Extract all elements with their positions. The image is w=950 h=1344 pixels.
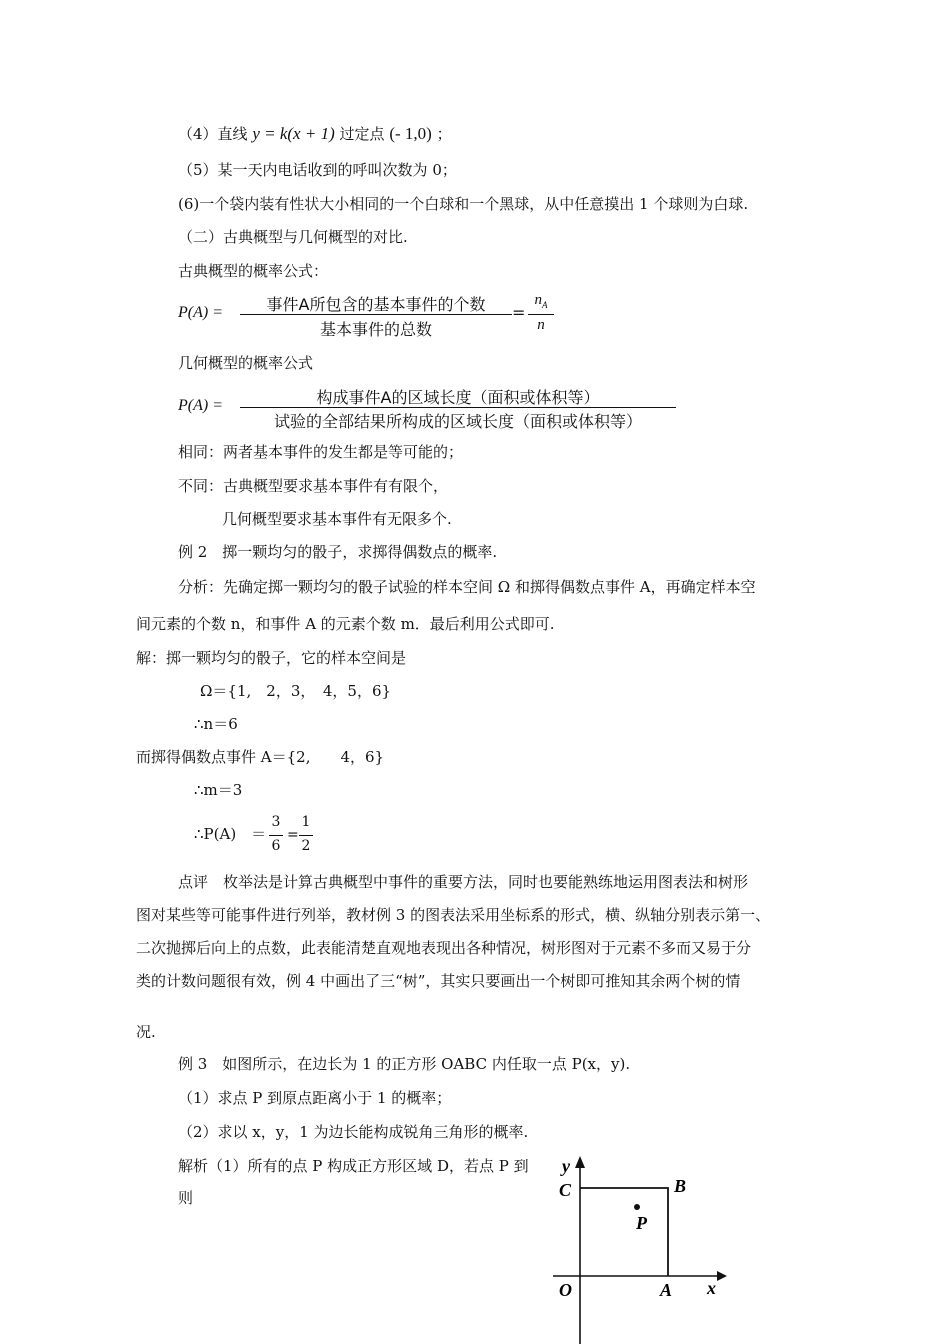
vertex-a-label: A xyxy=(660,1280,673,1300)
item-4-end: ； xyxy=(436,125,452,143)
section-2-heading: （二）古典概型与几何概型的对比. xyxy=(178,228,408,246)
y-axis-label: y xyxy=(562,1156,570,1176)
classic-fraction-short xyxy=(528,292,554,340)
x-axis-label: x xyxy=(707,1278,716,1298)
solution-3-line-2: 则 xyxy=(178,1189,194,1207)
item-4-label: （4）直线 xyxy=(178,125,248,143)
example-2-title: 例 2 掷一颗均匀的骰子，求掷得偶数点的概率. xyxy=(178,543,498,561)
square-outline xyxy=(580,1188,668,1276)
analysis-line-1: 分析：先确定掷一颗均匀的骰子试验的样本空间 Ω 和掷得偶数点事件 A，再确定样本空 xyxy=(178,578,756,596)
classic-denominator: 基本事件的总数 xyxy=(319,320,432,339)
review-line-5: 况. xyxy=(136,1023,156,1041)
sample-space: Ω＝{1, 2，3， 4，5，6} xyxy=(200,682,392,700)
item-6-line: (6)一个袋内装有性状大小相同的一个白球和一个黑球，从中任意摸出 1 个球则为白球. xyxy=(178,195,749,213)
classic-formula-title: 古典概型的概率公式： xyxy=(178,262,329,280)
fraction-bar xyxy=(240,314,512,315)
x-axis-arrow-icon xyxy=(717,1271,727,1281)
classic-numerator: 事件A所包含的基本事件的个数 xyxy=(266,295,486,314)
fraction-bar xyxy=(528,314,554,315)
same-line: 相同：两者基本事件的发生都是等可能的； xyxy=(178,443,464,461)
question-1: （1）求点 P 到原点距离小于 1 的概率； xyxy=(178,1089,452,1107)
numerator-3: 3 xyxy=(271,814,281,830)
geo-formula-lhs: P(A) = xyxy=(178,397,223,414)
review-line-2: 图对某些等可能事件进行列举，教材例 3 的图表法采用坐标系的形式，横、纵轴分别表示第一、 xyxy=(136,906,771,924)
item-4-mid: 过定点 xyxy=(339,125,385,143)
denominator-6: 6 xyxy=(271,838,281,854)
classic-fraction xyxy=(240,292,512,340)
analysis-line-2: 间元素的个数 n，和事件 A 的元素个数 m．最后利用公式即可. xyxy=(136,615,555,633)
square-figure xyxy=(545,1150,735,1344)
example-3-title: 例 3 如图所示，在边长为 1 的正方形 OABC 内任取一点 P(x，y). xyxy=(178,1055,631,1073)
fraction-bar xyxy=(299,835,313,836)
geo-denominator: 试验的全部结果所构成的区域长度（面积或体积等） xyxy=(273,412,642,431)
fraction-1-2 xyxy=(298,814,314,858)
classic-formula-lhs: P(A) = xyxy=(178,304,223,321)
item-4-line xyxy=(178,124,452,144)
item-5-line: （5）某一天内电话收到的呼叫次数为 0； xyxy=(178,161,457,179)
y-axis-arrow-icon xyxy=(575,1156,585,1168)
denominator-n: n xyxy=(537,317,545,333)
fraction-3-6 xyxy=(268,814,284,858)
question-2: （2）求以 x，y，1 为边长能构成锐角三角形的概率. xyxy=(178,1123,529,1141)
geo-numerator: 构成事件A的区域长度（面积或体积等） xyxy=(316,388,600,407)
equals-sign: = xyxy=(287,827,299,843)
numerator-subscript: A xyxy=(542,300,548,310)
point-p-label: P xyxy=(636,1213,647,1233)
classic-equals: = xyxy=(512,303,526,322)
numerator-1: 1 xyxy=(301,814,311,830)
fraction-bar xyxy=(269,835,283,836)
denominator-2: 2 xyxy=(301,838,311,854)
fixed-point: (- 1,0) xyxy=(389,124,432,143)
vertex-c-label: C xyxy=(559,1180,572,1200)
fraction-bar xyxy=(240,407,676,408)
point-p-dot xyxy=(634,1204,640,1210)
x-axis xyxy=(553,1271,727,1281)
review-line-4: 类的计数问题很有效，例 4 中画出了三“树”，其实只要画出一个树即可推知其余两个树的情 xyxy=(136,972,741,990)
y-axis xyxy=(575,1156,585,1344)
origin-label: O xyxy=(559,1280,572,1300)
geo-fraction xyxy=(240,385,676,431)
numerator-n-text: n xyxy=(534,292,542,308)
event-a-line: 而掷得偶数点事件 A＝{2, 4，6} xyxy=(136,748,385,766)
diff-line-2: 几何概型要求基本事件有无限多个. xyxy=(222,510,452,528)
review-line-3: 二次抛掷后向上的点数，此表能清楚直观地表现出各种情况，树形图对于元素不多而又易于分 xyxy=(136,939,752,957)
review-line-1: 点评 枚举法是计算古典概型中事件的重要方法，同时也要能熟练地运用图表法和树形 xyxy=(178,873,749,891)
vertex-b-label: B xyxy=(674,1176,687,1196)
diff-line-1: 不同：古典概型要求基本事件有有限个， xyxy=(178,477,449,495)
numerator-n xyxy=(528,292,554,310)
line-equation: y = k(x + 1) xyxy=(252,124,335,143)
probability-lhs: ∴P(A) ＝ xyxy=(194,825,267,843)
geo-formula-title: 几何概型的概率公式 xyxy=(178,354,314,372)
n-equation: ∴n＝6 xyxy=(194,715,238,733)
solution-3-line-1: 解析（1）所有的点 P 构成正方形区域 D，若点 P 到 xyxy=(178,1157,529,1175)
solution-line-1: 解：掷一颗均匀的骰子，它的样本空间是 xyxy=(136,649,407,667)
m-equation: ∴m＝3 xyxy=(194,781,243,799)
